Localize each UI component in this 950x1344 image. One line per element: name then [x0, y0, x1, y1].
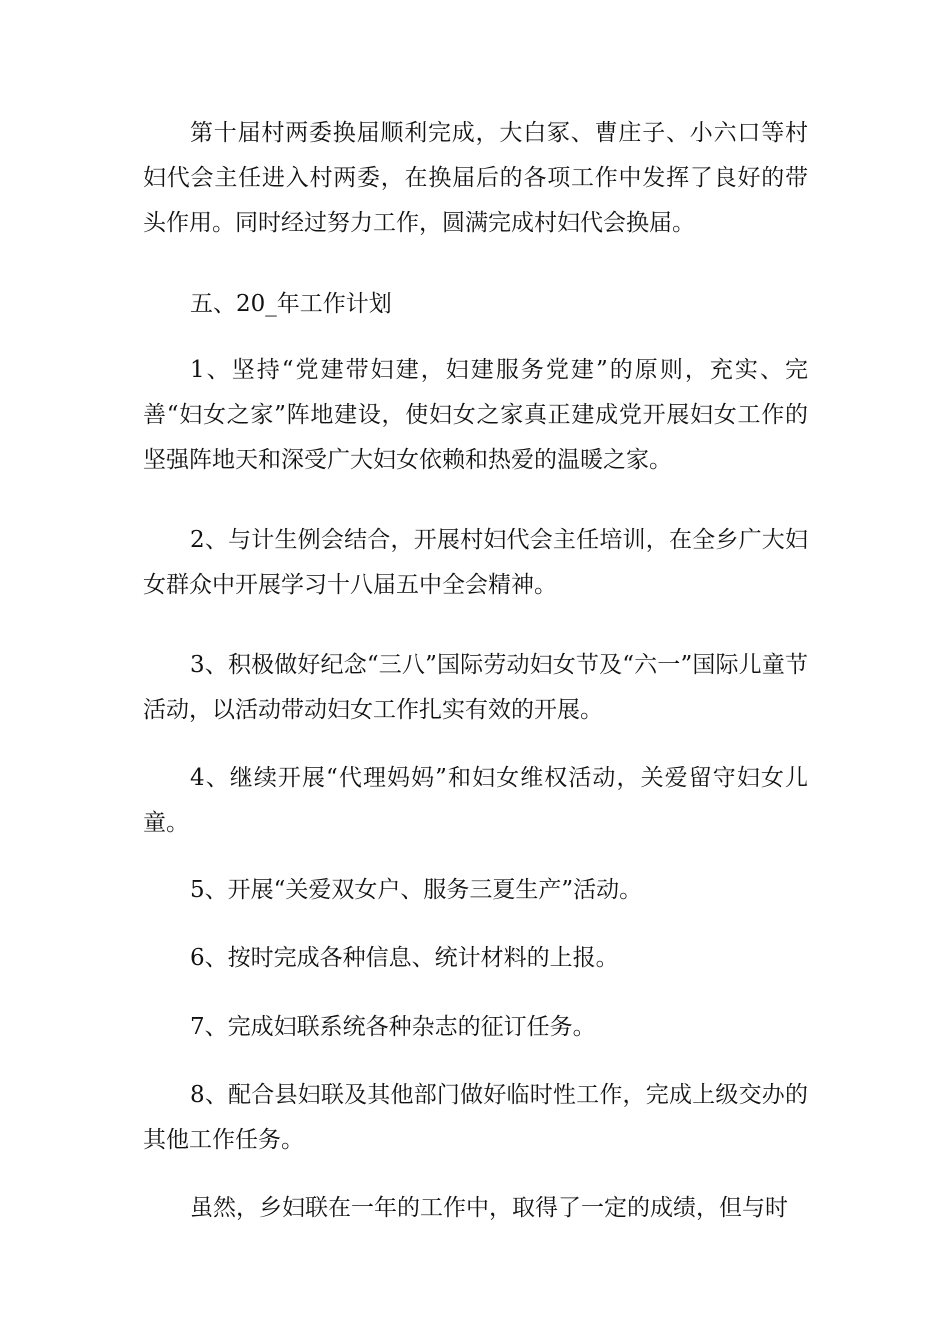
- section-heading-work-plan: 五、20_年工作计划: [190, 291, 392, 317]
- plan-item-8: 8、配合县妇联及其他部门做好临时性工作，完成上级交办的其他工作任务。: [143, 1082, 808, 1153]
- plan-item-2: 2、与计生例会结合，开展村妇代会主任培训，在全乡广大妇女群众中开展学习十八届五中全会精神。: [143, 527, 808, 598]
- plan-item-1: 1、坚持“党建带妇建，妇建服务党建”的原则，充实、完善“妇女之家”阵地建设，使妇女之家真正建成党开展妇女工作的坚强阵地天和深受广大妇女依赖和热爱的温暖之家。: [143, 357, 808, 473]
- plan-item-6: 6、按时完成各种信息、统计材料的上报。: [190, 945, 619, 971]
- plan-item-5: 5、开展“关爱双女户、服务三夏生产”活动。: [190, 877, 643, 903]
- plan-item-3: 3、积极做好纪念“三八”国际劳动妇女节及“六一”国际儿童节活动，以活动带动妇女工作扎实有效的开展。: [143, 652, 808, 723]
- plan-item-7: 7、完成妇联系统各种杂志的征订任务。: [190, 1014, 596, 1040]
- closing-paragraph: 虽然，乡妇联在一年的工作中，取得了一定的成绩，但与时: [190, 1195, 788, 1221]
- paragraph-election-summary: 第十届村两委换届顺利完成，大白冢、曹庄子、小六口等村妇代会主任进入村两委，在换届后的各项工作中发挥了良好的带头作用。同时经过努力工作，圆满完成村妇代会换届。: [143, 120, 808, 236]
- plan-item-4: 4、继续开展“代理妈妈”和妇女维权活动，关爱留守妇女儿童。: [143, 765, 808, 836]
